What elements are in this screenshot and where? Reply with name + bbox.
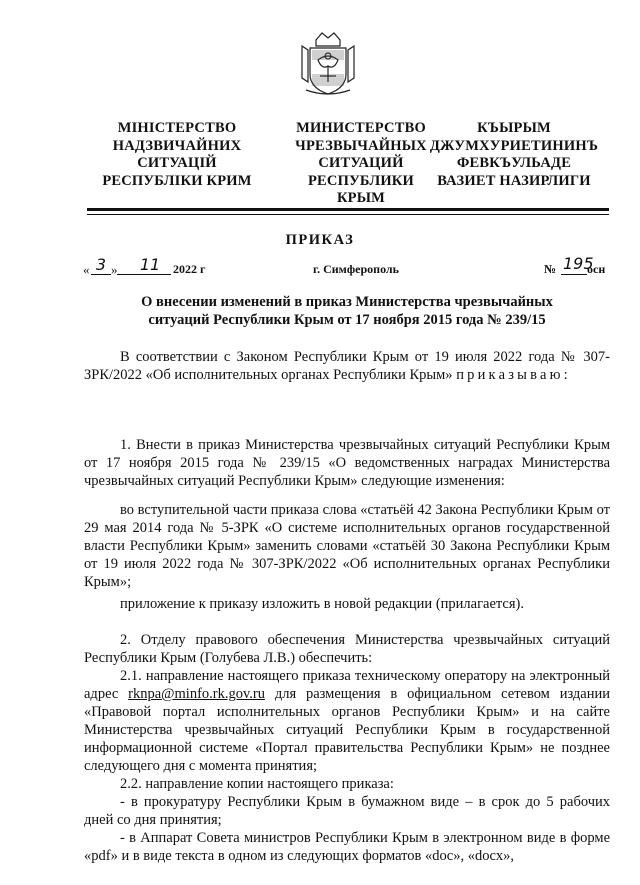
order-subject: О внесении изменений в приказ Министерства чрезвычайных ситуаций Республики Крым от 17 ноября 2015 года № 239/15 bbox=[141, 294, 553, 328]
header-russian-name: МИНИСТЕРСТВО ЧРЕЗВЫЧАЙНЫХ СИТУАЦИЙ РЕСПУБЛИКИ КРЫМ bbox=[295, 120, 427, 206]
header-divider-thin bbox=[87, 214, 609, 215]
item-1-amendment-a: во вступительной части приказа слова «статьёй 42 Закона Республики Крым от 29 мая 2014 года № 5-ЗРК «О системе исполнительных органов государственной власти Республики Крым» заменить словами «статьёй 30 Закона Республики Крым от 19 июля 2022 года № 307-ЗРК/2022 «Об исполнительных органах Республики Крым»; bbox=[84, 502, 610, 590]
item-1-amendment-b: приложение к приказу изложить в новой редакции (прилагается). bbox=[120, 596, 524, 612]
order-word: приказываю: bbox=[456, 367, 571, 383]
item-2-paragraph: 2. Отделу правового обеспечения Министерства чрезвычайных ситуаций Республики Крым (Голубева Л.В.) обеспечить: bbox=[84, 632, 610, 666]
place-of-issue: г. Симферополь bbox=[313, 262, 399, 276]
crimea-coat-of-arms-icon bbox=[296, 30, 360, 98]
order-number-underline bbox=[561, 274, 587, 275]
date-month-underline bbox=[117, 274, 171, 275]
header-ukrainian-name: МІНІСТЕРСТВО НАДЗВИЧАЙНИХ СИТУАЦІЙ РЕСПУБЛІКИ КРИМ bbox=[102, 120, 252, 189]
header-crimean-tatar-name: КЪЫРЫМ ДЖУМХУРИЕТИНИНЪ ФЕВКЪУЛЬАДЕ ВАЗИЕТ НАЗИРЛИГИ bbox=[429, 120, 599, 189]
item-1-paragraph: 1. Внести в приказ Министерства чрезвычайных ситуаций Республики Крым от 17 ноября 2015 года № 239/15 «О ведомственных наградах Министерства чрезвычайных ситуаций Республики Крым» следующие изменения: bbox=[84, 437, 610, 489]
preamble-text: В соответствии с Законом Республики Крым от 19 июля 2022 года № 307-ЗРК/2022 «Об исполнительных органах Республики Крым» bbox=[84, 349, 610, 383]
date-day-underline bbox=[91, 274, 111, 275]
item-2-2-b-paragraph: - в Аппарат Совета министров Республики Крым в электронном виде в форме «pdf» и в виде текста в одном из следующих форматов «doc», «docx», bbox=[84, 830, 610, 864]
date-year: 2022 г bbox=[173, 262, 206, 276]
operator-email-link[interactable]: rknpa@minfo.rk.gov.ru bbox=[128, 686, 265, 702]
item-2-2-paragraph: 2.2. направление копии настоящего приказа: bbox=[120, 776, 394, 792]
order-number-sign: № bbox=[544, 262, 557, 276]
date-close-quote: » bbox=[111, 262, 118, 277]
date-month: 11 bbox=[139, 255, 161, 274]
date-open-quote: « bbox=[83, 262, 90, 277]
item-2-1-paragraph bbox=[84, 667, 610, 775]
order-number: 195 bbox=[563, 254, 594, 273]
item-2-1-text-start: 2.1. направление настоящего приказа техническому оператору на электронный адрес bbox=[84, 668, 610, 702]
dateline bbox=[83, 254, 609, 279]
item-2-1-text-end: для размещения в официальном сетевом издании «Правовой портал исполнительных органов Республики Крым» и на сайте Министерства чрезвычайных ситуаций Республики Крым в государственной информационной системе «Портал правительства Республики Крым» не позднее следующего дня с момента принятия; bbox=[84, 686, 611, 774]
date-day: 3 bbox=[95, 255, 107, 274]
item-2-2-a-paragraph: - в прокуратуру Республики Крым в бумажном виде – в срок до 5 рабочих дней со дня принятия; bbox=[84, 794, 610, 828]
header-divider-thick bbox=[87, 208, 609, 211]
order-number-suffix: осн bbox=[587, 262, 606, 276]
preamble-paragraph bbox=[84, 348, 610, 384]
document-title: ПРИКАЗ bbox=[285, 232, 355, 248]
